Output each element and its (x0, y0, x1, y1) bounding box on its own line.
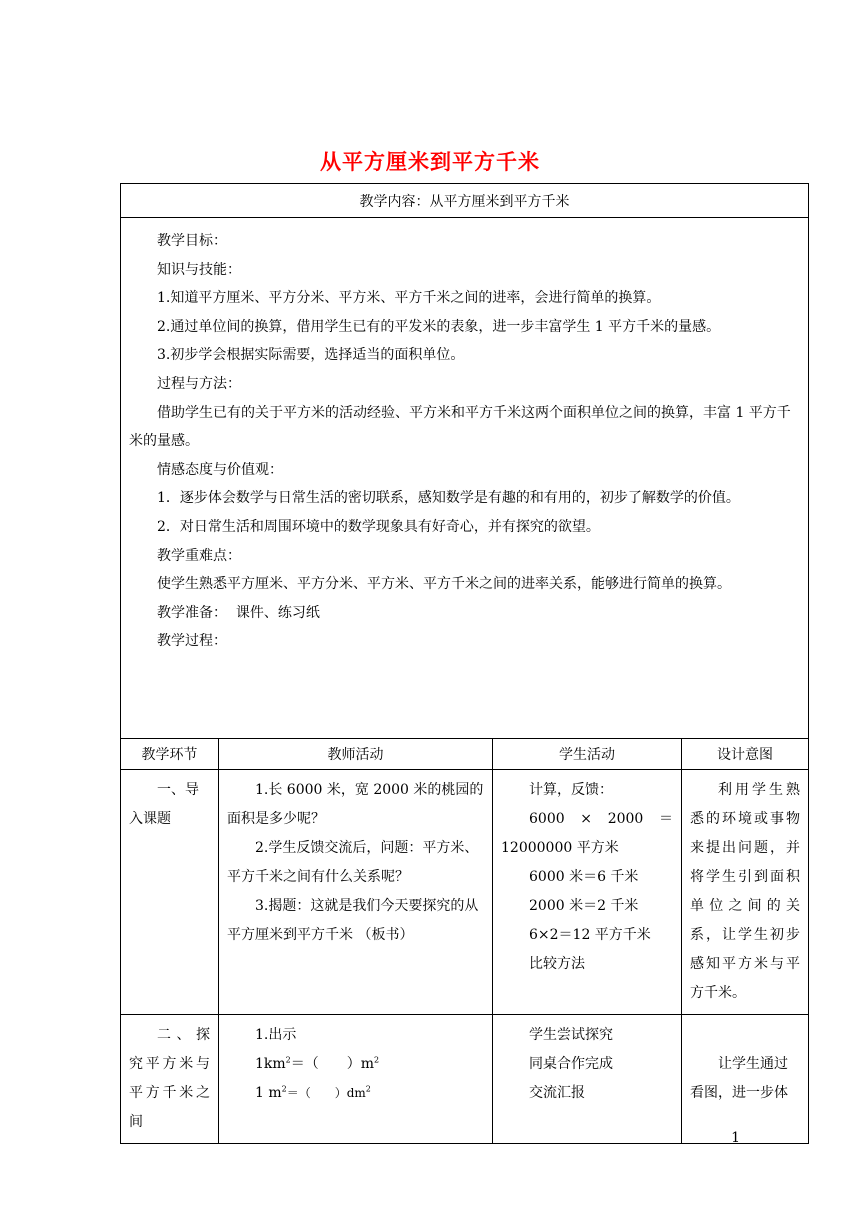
process-heading: 过程与方法： (157, 375, 241, 392)
table-row (121, 1015, 809, 1144)
column-header-student: 学生活动 (493, 739, 682, 770)
stage-label: 二、探究平方米与平方千米之间 (129, 1027, 210, 1130)
table-row (121, 770, 809, 1015)
emotion-item-1: 1．逐步体会数学与日常生活的密切联系，感知数学是有趣的和有用的，初步了解数学的价值。 (157, 490, 740, 507)
student-item-3: 6000 米＝6 千米 (529, 869, 639, 885)
teaching-content-header: 教学内容：从平方厘米到平方千米 (121, 184, 809, 218)
process-text: 借助学生已有的关于平方米的活动经验、平方米和平方千米这两个面积单位之间的换算，丰富 1 平方千米的量感。 (129, 404, 791, 450)
column-header-teacher: 教师活动 (219, 739, 493, 770)
column-header-stage: 教学环节 (121, 739, 219, 770)
stage-cell (121, 770, 219, 1015)
objectives-cell (121, 218, 809, 739)
conversion-line-1: $1km^2=$（ ）$m^2$ (255, 1055, 380, 1072)
teacher-item-1: 1.长 6000 米，宽 2000 米的桃园的面积是多少呢？ (227, 782, 484, 827)
emotion-heading: 情感态度与价值观： (157, 461, 283, 478)
conversion-line-2: 1 $m^2=$（ ）$dm^2$ (255, 1084, 371, 1101)
knowledge-item-1: 1.知道平方厘米、平方分米、平方米、平方千米之间的进率，会进行简单的换算。 (157, 290, 661, 307)
student-item-5: 6×2＝12 平方千米 (529, 927, 651, 943)
column-header-design: 设计意图 (682, 739, 809, 770)
student-item-2: 同桌合作完成 (529, 1056, 613, 1072)
prep-label: 教学准备： (157, 604, 227, 621)
student-cell (493, 1015, 682, 1144)
student-item-4: 2000 米＝2 千米 (529, 898, 639, 914)
teacher-item-2: 2.学生反馈交流后，问题：平方米、平方千米之间有什么关系呢？ (227, 840, 479, 885)
design-text: 利用学生熟悉的环境或事物来提出问题，并将学生引到面积单位之间的关系，让学生初步感知平方米与平方千米。 (690, 782, 800, 1001)
student-item-2: 6000 × 2000 ＝ 12000000 平方米 (501, 811, 673, 856)
design-cell (682, 770, 809, 1015)
design-cell (682, 1015, 809, 1144)
teacher-item-3: 3.揭题：这就是我们今天要探究的从平方厘米到平方千米 （板书） (227, 898, 479, 943)
prep-line (129, 599, 800, 628)
design-text: 让学生通过看图，进一步体 (690, 1056, 788, 1101)
page-number: 1 (731, 1130, 740, 1146)
emotion-item-2: 2．对日常生活和周围环境中的数学现象具有好奇心，并有探究的欲望。 (157, 518, 600, 535)
student-item-1: 计算，反馈： (529, 782, 613, 798)
teacher-cell (219, 770, 493, 1015)
prep-text: 课件、练习纸 (235, 604, 320, 621)
teacher-cell (219, 1015, 493, 1144)
student-item-1: 学生尝试探究 (529, 1027, 613, 1043)
knowledge-item-2: 2.通过单位间的换算，借用学生已有的平发米的表象，进一步丰富学生 1 平方千米的量感。 (157, 318, 721, 335)
student-item-6: 比较方法 (529, 956, 585, 972)
goal-heading: 教学目标： (157, 233, 227, 249)
stage-cell (121, 1015, 219, 1144)
student-cell (493, 770, 682, 1015)
keypoint-text: 使学生熟悉平方厘米、平方分米、平方米、平方千米之间的进率关系，能够进行简单的换算。 (157, 576, 731, 593)
keypoint-heading: 教学重难点： (157, 547, 241, 564)
lesson-plan-table (120, 183, 809, 1144)
student-item-3: 交流汇报 (529, 1085, 585, 1101)
stage-label: 一、导入课题 (129, 782, 199, 827)
knowledge-heading: 知识与技能： (157, 261, 241, 278)
knowledge-item-3: 3.初步学会根据实际需要，选择适当的面积单位。 (157, 347, 465, 364)
process-label: 教学过程： (157, 633, 227, 650)
page-title: 从平方厘米到平方千米 (320, 149, 540, 174)
teacher-item-1: 1.出示 (255, 1027, 297, 1043)
